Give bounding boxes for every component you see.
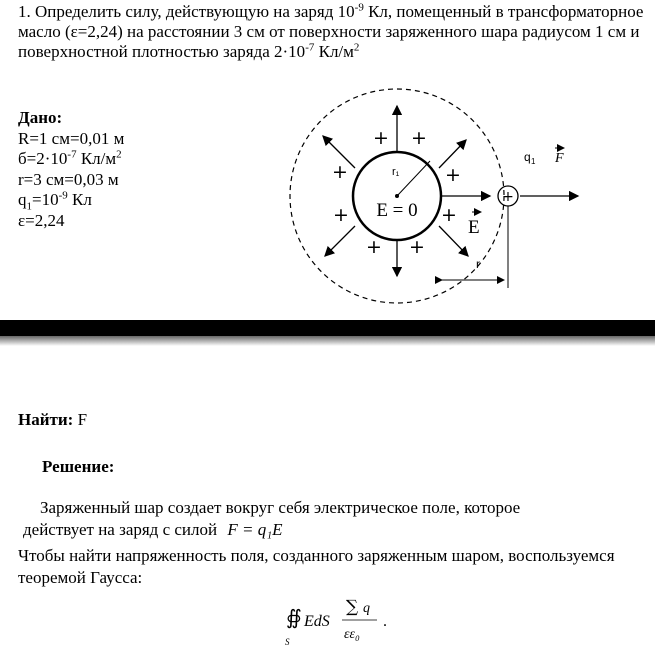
density-exp2: 2 xyxy=(116,148,122,161)
integrand: EdS xyxy=(304,613,330,630)
sum-icon: ∑ xyxy=(346,597,359,617)
given-heading: Дано: xyxy=(18,108,63,127)
charge-q1-sub: 1 xyxy=(531,157,536,166)
test-charge-plus: + xyxy=(502,189,514,205)
solution-paragraph-2 xyxy=(23,519,283,541)
charged-sphere-figure xyxy=(0,0,655,320)
density-exp: -7 xyxy=(67,148,77,161)
plus-sign: + xyxy=(333,204,349,226)
find-value: F xyxy=(77,410,88,429)
sphere-center xyxy=(395,194,399,198)
solution-heading: Решение: xyxy=(42,457,115,476)
exp-c: 2 xyxy=(353,41,360,54)
problem-text-c: Кл/м xyxy=(314,42,354,61)
charge-q1-label: q xyxy=(524,150,531,164)
solution-paragraph-1: Заряженный шар создает вокруг себя электрическое поле, которое xyxy=(40,498,521,517)
given-line-distance: r=3 см=0,03 м xyxy=(18,169,119,189)
problem-text-b: Кл, помещенный в трансформаторное масло (ε=2,24) на расстоянии 3 см от поверхности заряженного шара радиусом 1 см и поверхностной плотностью заряда 2·10 xyxy=(18,2,644,61)
density-b: Кл/м xyxy=(76,149,117,168)
gauss-theorem-formula xyxy=(280,590,400,652)
plus-sign: + xyxy=(332,161,348,183)
page-separator-shadow xyxy=(0,336,655,346)
plus-sign: + xyxy=(373,127,389,149)
field-e-label: E xyxy=(468,217,480,238)
page-separator xyxy=(0,320,655,336)
find-block xyxy=(18,410,87,430)
charge-b: =10 xyxy=(32,190,59,209)
force-formula: F = q₁E xyxy=(227,520,283,539)
surface-integral-icon: ∯ xyxy=(286,605,302,629)
find-heading: Найти: xyxy=(18,410,74,429)
plus-sign: + xyxy=(445,164,461,186)
numerator: q xyxy=(363,601,370,616)
formula-period: . xyxy=(383,613,387,630)
density-a: б=2·10 xyxy=(18,149,68,168)
given-line-epsilon: ε=2,24 xyxy=(18,210,65,230)
integral-limit: S xyxy=(285,637,290,647)
charge-exp: -9 xyxy=(58,189,68,202)
solution-paragraph-3: Чтобы найти напряженность поля, созданного заряженным шаром, воспользуемся теоремой Гаусса: xyxy=(18,546,615,587)
given-line-radius: R=1 см=0,01 м xyxy=(18,128,125,148)
exp-a: -9 xyxy=(354,1,364,14)
plus-sign: + xyxy=(441,204,457,226)
plus-sign: + xyxy=(366,236,382,258)
charge-sub: 1 xyxy=(26,200,32,213)
solution-p2-text: действует на заряд с силой xyxy=(23,520,218,539)
radius-r1-line xyxy=(397,161,430,196)
exp-b: -7 xyxy=(305,41,315,54)
charge-a: q xyxy=(18,190,27,209)
force-label: F xyxy=(555,151,564,166)
r-dimension-label: r xyxy=(476,257,480,271)
charge-c: Кл xyxy=(67,190,92,209)
plus-sign: + xyxy=(409,236,425,258)
field-lines xyxy=(323,106,578,276)
plus-sign: + xyxy=(411,127,427,149)
problem-text-a: Определить силу, действующую на заряд 10 xyxy=(35,2,355,21)
radius-r1-label: r₁ xyxy=(392,166,400,178)
sphere-field-zero: E = 0 xyxy=(376,200,418,221)
problem-number: 1. xyxy=(18,2,31,21)
denominator: εε₀ xyxy=(344,627,360,642)
